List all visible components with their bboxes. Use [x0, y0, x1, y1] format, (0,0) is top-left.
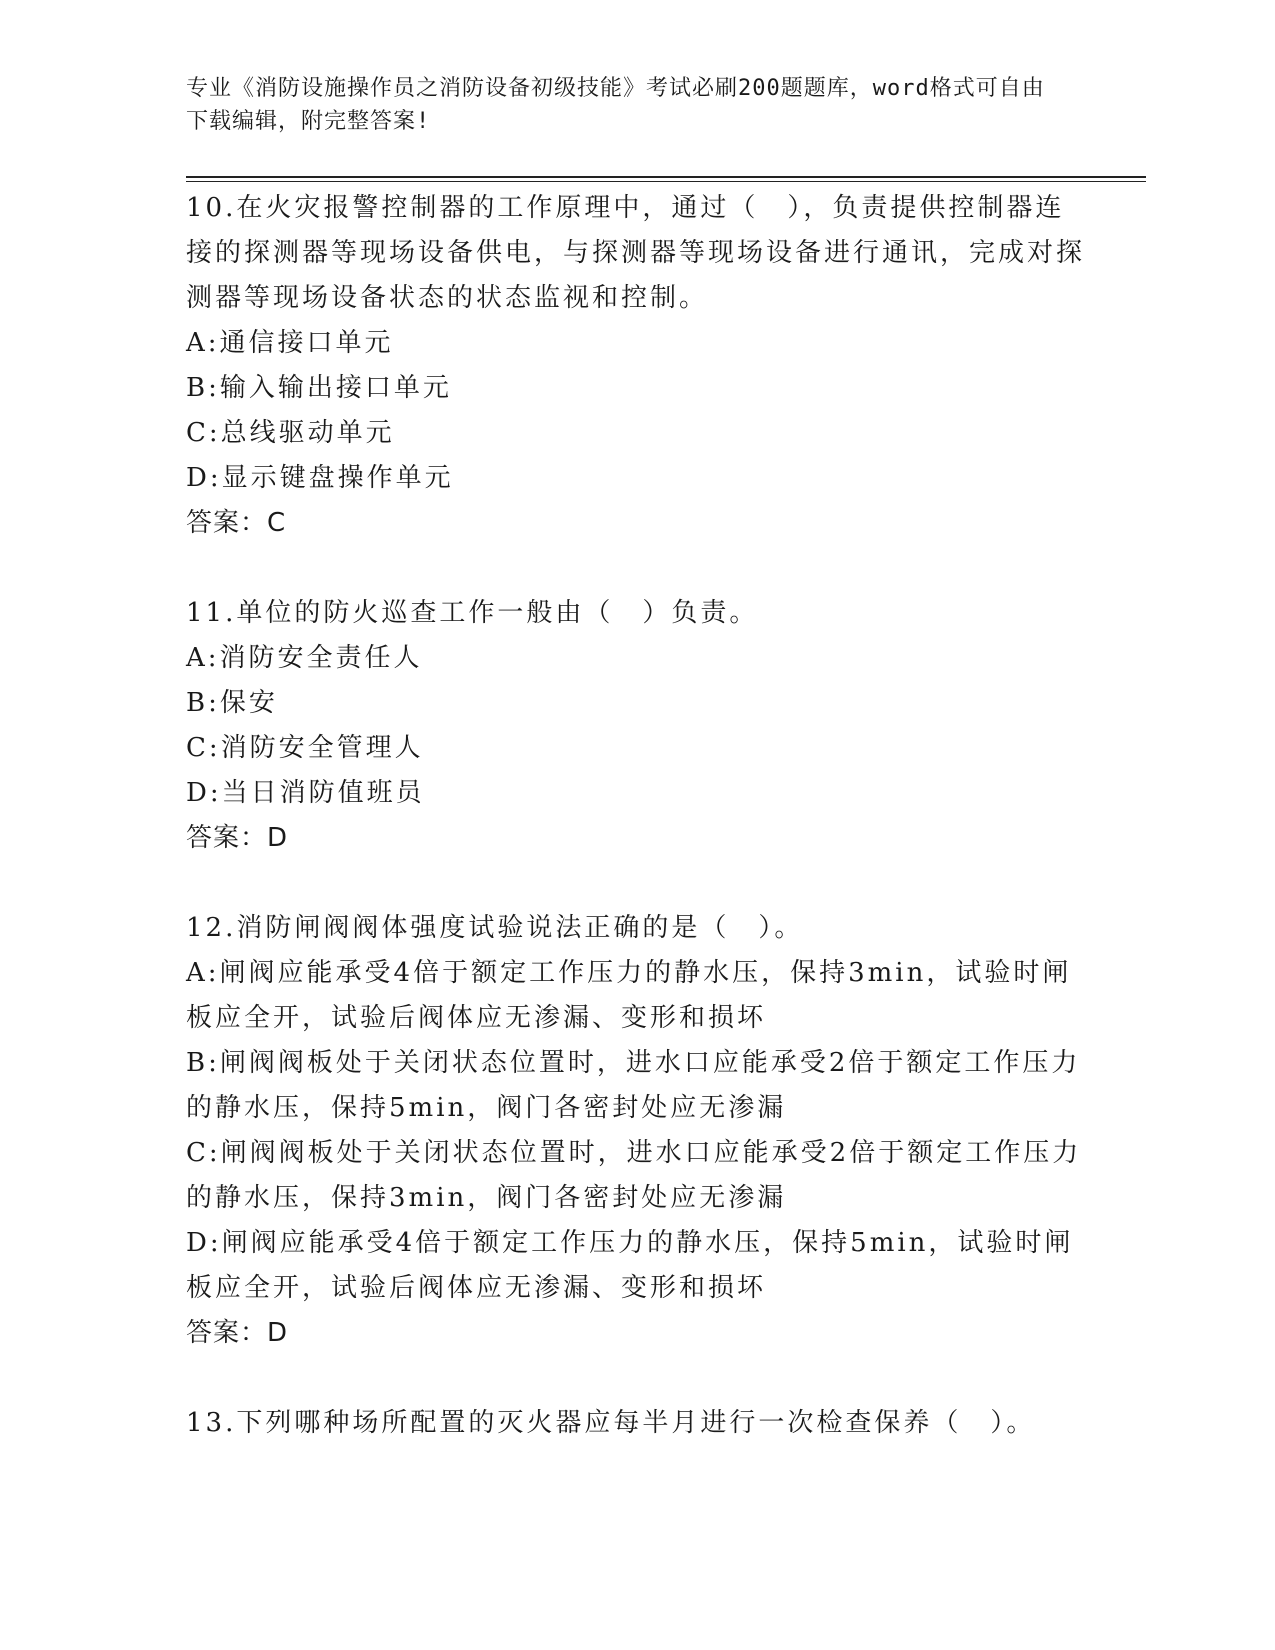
question-stem: 13.下列哪种场所配置的灭火器应每半月进行一次检查保养（ ）。 — [186, 1408, 1036, 1438]
question-stem: 11.单位的防火巡查工作一般由（ ）负责。 — [186, 598, 759, 628]
question-spacer — [186, 546, 1086, 591]
option-c: C:消防安全管理人 — [186, 733, 424, 763]
option-b: B:输入输出接口单元 — [186, 373, 452, 403]
answer-label: 答案：D — [186, 823, 289, 853]
option-b: B:闸阀阀板处于关闭状态位置时，进水口应能承受2倍于额定工作压力的静水压，保持5min，阀门各密封处应无渗漏 — [186, 1048, 1081, 1123]
option-c: C:闸阀阀板处于关闭状态位置时，进水口应能承受2倍于额定工作压力的静水压，保持3min，阀门各密封处应无渗漏 — [186, 1138, 1082, 1213]
question-13 — [186, 1401, 1086, 1446]
document-header: 专业《消防设施操作员之消防设备初级技能》考试必刷200题题库，word格式可自由下载编辑，附完整答案! — [186, 76, 1045, 134]
question-10 — [186, 186, 1086, 546]
question-11 — [186, 591, 1086, 861]
question-stem: 10.在火灾报警控制器的工作原理中，通过（ ），负责提供控制器连接的探测器等现场设备供电，与探测器等现场设备进行通讯，完成对探测器等现场设备状态的状态监视和控制。 — [186, 193, 1086, 313]
option-a: A:通信接口单元 — [186, 328, 394, 358]
option-d: D:当日消防值班员 — [186, 778, 425, 808]
option-c: C:总线驱动单元 — [186, 418, 395, 448]
option-a: A:消防安全责任人 — [186, 643, 423, 673]
option-a: A:闸阀应能承受4倍于额定工作压力的静水压，保持3min，试验时闸板应全开，试验后阀体应无渗漏、变形和损坏 — [186, 958, 1072, 1033]
question-spacer — [186, 861, 1086, 906]
option-d: D:闸阀应能承受4倍于额定工作压力的静水压，保持5min，试验时闸板应全开，试验后阀体应无渗漏、变形和损坏 — [186, 1228, 1074, 1303]
question-list — [186, 186, 1086, 1446]
header-divider-thin — [186, 181, 1146, 182]
question-spacer — [186, 1356, 1086, 1401]
question-12 — [186, 906, 1086, 1356]
option-b: B:保安 — [186, 688, 278, 718]
answer-label: 答案：D — [186, 1318, 289, 1348]
header-divider-thick — [186, 176, 1146, 178]
question-stem: 12.消防闸阀阀体强度试验说法正确的是（ ）。 — [186, 913, 804, 943]
answer-label: 答案：C — [186, 508, 287, 538]
option-d: D:显示键盘操作单元 — [186, 463, 454, 493]
